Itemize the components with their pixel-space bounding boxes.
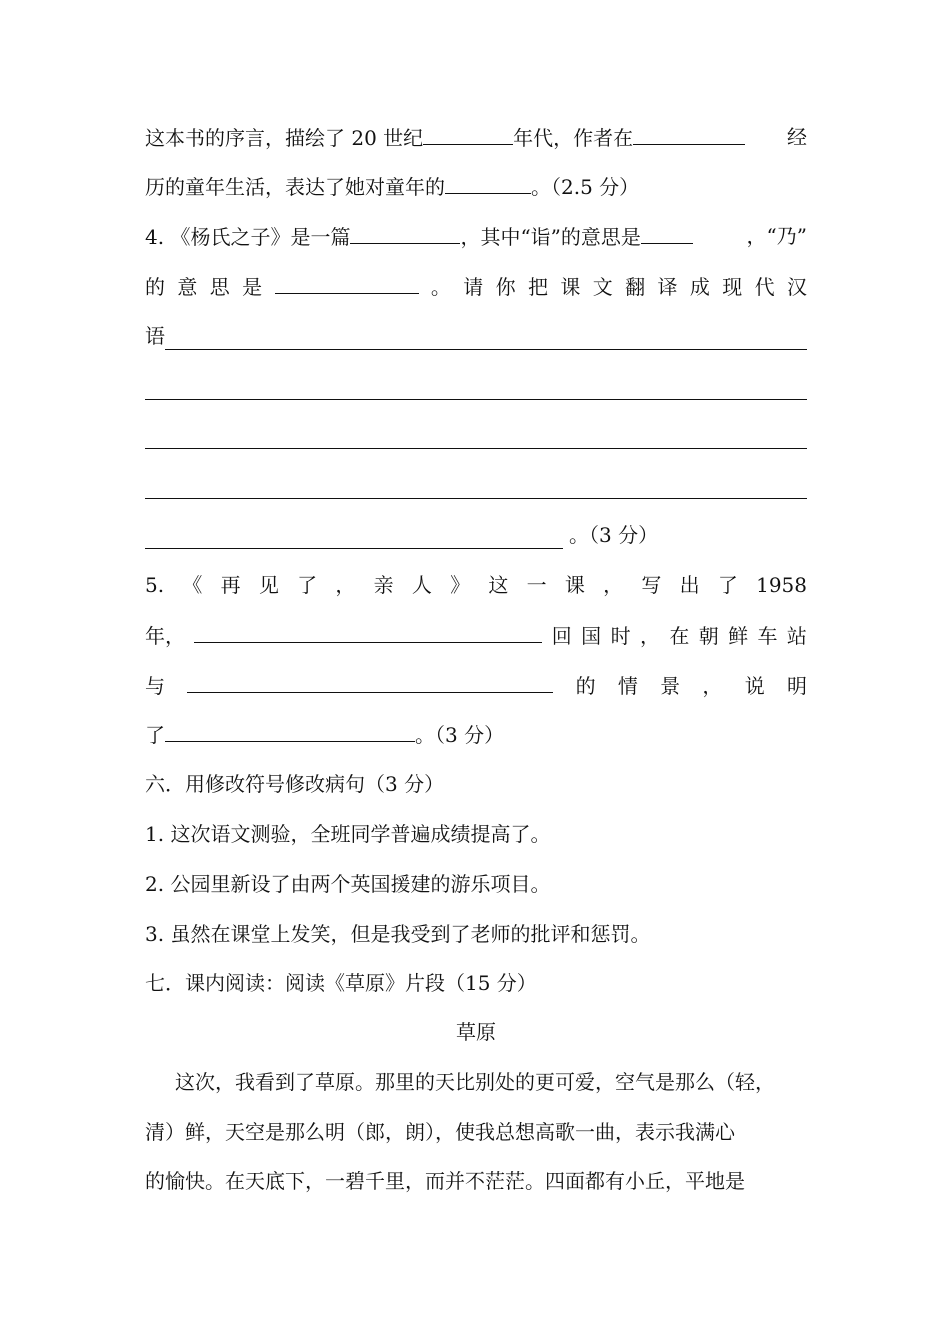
q5-line-3 bbox=[145, 670, 807, 700]
q4-char: 是 bbox=[242, 275, 263, 299]
q4-char: 课 bbox=[560, 275, 581, 299]
q5-token: 景 bbox=[660, 674, 681, 698]
q5-token: 情 bbox=[617, 674, 638, 698]
q4-char: 汉 bbox=[787, 275, 807, 299]
q4-text: 语 bbox=[145, 324, 165, 348]
answer-blank[interactable] bbox=[275, 271, 419, 294]
q4-line-2 bbox=[145, 271, 807, 301]
section6-heading: 六．用修改符号修改病句（3 分） bbox=[145, 772, 445, 796]
q5-token: 人 bbox=[411, 573, 432, 597]
sentence-item: 2. 公园里新设了由两个英国援建的游乐项目。 bbox=[145, 872, 551, 896]
q4-char: 译 bbox=[657, 275, 678, 299]
answer-blank[interactable] bbox=[187, 670, 553, 693]
q4-char: 现 bbox=[722, 275, 743, 299]
answer-blank[interactable] bbox=[423, 122, 513, 145]
q5-line-2 bbox=[145, 620, 807, 650]
q5-line-4 bbox=[145, 719, 807, 749]
q4-char: 文 bbox=[592, 275, 613, 299]
q5-token: 再 bbox=[220, 573, 241, 597]
q5-token: 的 bbox=[575, 674, 596, 698]
passage-title: 草原 bbox=[456, 1020, 496, 1044]
q4-char: 你 bbox=[495, 275, 516, 299]
answer-line[interactable] bbox=[145, 548, 563, 549]
answer-line[interactable] bbox=[145, 498, 807, 499]
q4-char: 的 bbox=[145, 275, 165, 299]
q4-char: 。 bbox=[430, 275, 451, 299]
sentence-item: 3. 虽然在课堂上发笑，但是我受到了老师的批评和惩罚。 bbox=[145, 922, 651, 946]
answer-blank[interactable] bbox=[641, 221, 693, 244]
q5-token: 国 bbox=[581, 624, 602, 648]
sentence-item: 1. 这次语文测验，全班同学普遍成绩提高了。 bbox=[145, 822, 551, 846]
q4-char: 思 bbox=[209, 275, 230, 299]
q4-line-3 bbox=[145, 321, 807, 351]
q5-token: 时 bbox=[610, 624, 631, 648]
answer-line[interactable] bbox=[145, 399, 807, 400]
q4-line-1 bbox=[145, 221, 807, 251]
q5-token: 说 bbox=[744, 674, 765, 698]
q5-token: 了 bbox=[717, 573, 738, 597]
passage-line: 的愉快。在天底下，一碧千里，而并不茫茫。四面都有小丘，平地是 bbox=[145, 1169, 745, 1193]
q5-token: 了 bbox=[297, 573, 318, 597]
q4-score-line bbox=[569, 520, 769, 550]
q5-token: 在 bbox=[669, 624, 690, 648]
passage-line: 清）鲜，天空是那么明（郎，朗），使我总想高歌一曲，表示我满心 bbox=[145, 1120, 735, 1144]
answer-line[interactable] bbox=[145, 448, 807, 449]
q5-token: 一 bbox=[526, 573, 547, 597]
q5-token: 》 bbox=[450, 573, 471, 597]
q5-token: 了 bbox=[145, 723, 165, 747]
q4-char: 请 bbox=[463, 275, 484, 299]
q5-line-1 bbox=[145, 570, 807, 600]
answer-blank[interactable] bbox=[350, 221, 460, 244]
q4-char: 把 bbox=[528, 275, 548, 299]
q5-token: ， bbox=[702, 674, 723, 698]
q5-token: 5. bbox=[145, 573, 165, 597]
answer-blank[interactable] bbox=[633, 122, 745, 145]
q3-line-2 bbox=[145, 171, 807, 201]
q5-token: 站 bbox=[786, 624, 807, 648]
q4-char: 代 bbox=[754, 275, 775, 299]
answer-line[interactable] bbox=[165, 349, 807, 350]
q5-token: 车 bbox=[757, 624, 778, 648]
q3-text: 经 bbox=[787, 125, 807, 149]
q5-token: 见 bbox=[258, 573, 279, 597]
q3-line-1 bbox=[145, 122, 807, 152]
q3-score: 。（2.5 分） bbox=[531, 175, 640, 199]
q3-text: 年代，作者在 bbox=[513, 126, 634, 150]
q5-token: 这 bbox=[488, 573, 509, 597]
q3-text: 这本书的序言，描绘了 20 世纪 bbox=[145, 126, 424, 150]
q5-token: 亲 bbox=[373, 573, 394, 597]
q4-char: 成 bbox=[689, 275, 710, 299]
answer-blank[interactable] bbox=[445, 171, 531, 194]
q5-token: 明 bbox=[786, 674, 807, 698]
q4-char: 翻 bbox=[625, 275, 646, 299]
q5-token: 朝 bbox=[698, 624, 719, 648]
q5-token: 《 bbox=[182, 573, 203, 597]
q4-text: 4. 《杨氏之子》是一篇 bbox=[145, 225, 351, 249]
answer-blank[interactable] bbox=[194, 620, 542, 643]
q4-score: 。（3 分） bbox=[569, 523, 659, 547]
q4-char: 意 bbox=[177, 275, 198, 299]
q5-token: 出 bbox=[679, 573, 700, 597]
q5-token: 1958 bbox=[756, 573, 807, 597]
q5-token: ， bbox=[639, 624, 660, 648]
q4-text: ，“乃” bbox=[746, 224, 807, 248]
q5-token: 回 bbox=[551, 624, 572, 648]
q5-score: 。（3 分） bbox=[415, 723, 505, 747]
q4-text: ，其中“诣”的意思是 bbox=[460, 225, 641, 249]
q5-token: ， bbox=[335, 573, 356, 597]
section7-heading: 七．课内阅读：阅读《草原》片段（15 分） bbox=[145, 971, 537, 995]
q5-token: 写 bbox=[641, 573, 662, 597]
q3-text: 历的童年生活，表达了她对童年的 bbox=[145, 175, 445, 199]
q5-token: 年， bbox=[145, 624, 185, 648]
q5-token: 与 bbox=[145, 674, 165, 698]
q5-token: 鲜 bbox=[728, 624, 749, 648]
answer-blank[interactable] bbox=[165, 719, 415, 742]
q5-token: 课 bbox=[564, 573, 585, 597]
passage-line: 这次，我看到了草原。那里的天比别处的更可爱，空气是那么（轻， bbox=[175, 1070, 775, 1094]
q5-token: ， bbox=[603, 573, 624, 597]
